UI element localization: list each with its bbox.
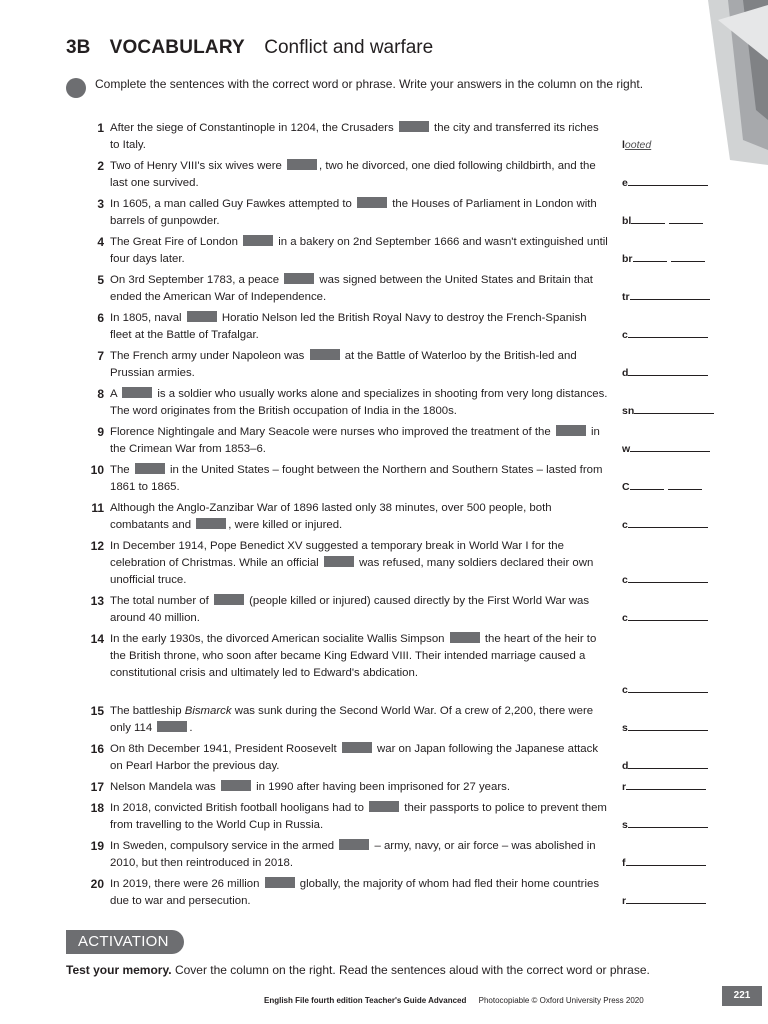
answer-field[interactable]: w [622, 441, 732, 458]
answer-field[interactable]: c [622, 572, 732, 589]
answer-field[interactable]: bl [622, 213, 732, 230]
page-number: 221 [722, 986, 762, 1006]
activation-label: ACTIVATION [78, 933, 169, 950]
question-number: 20 [90, 877, 104, 891]
activation-text [66, 963, 650, 977]
answer-field[interactable]: f [622, 855, 732, 872]
section-topic: Conflict and warfare [264, 37, 434, 58]
question-number: 18 [90, 801, 104, 815]
answer-gap [357, 197, 387, 208]
question-text: A is a soldier who usually works alone and specializes in shooting from very long distances. The word originates from the British occupation of India in the 1800s. [110, 388, 608, 417]
question-text: In 1805, naval Horatio Nelson led the British Royal Navy to destroy the French-Spanish fleet at the Battle of Trafalgar. [110, 312, 587, 341]
answer-gap [310, 349, 340, 360]
answer-gap [284, 273, 314, 284]
answer-field[interactable]: r [622, 893, 732, 910]
question-text: After the siege of Constantinople in 1204, the Crusaders the city and transferred its riches to Italy. [110, 122, 599, 151]
example-answer: ooted [624, 139, 652, 151]
question-text: In 2019, there were 26 million globally, the majority of whom had fled their home countries due to war and persecution. [110, 878, 600, 907]
answer-gap [243, 235, 273, 246]
question-text: Florence Nightingale and Mary Seacole were nurses who improved the treatment of the in the Crimean War from 1853–6. [110, 426, 600, 455]
answer-field[interactable]: s [622, 720, 732, 737]
instruction-bullet-icon [66, 78, 86, 98]
answer-field[interactable]: tr [622, 289, 732, 306]
question-number: 5 [97, 273, 104, 287]
question-text: In 1605, a man called Guy Fawkes attempted to the Houses of Parliament in London with barrels of gunpowder. [110, 198, 597, 227]
answer-gap [214, 594, 244, 605]
answer-gap [187, 311, 217, 322]
question-number: 15 [90, 704, 104, 718]
answer-field[interactable]: c [622, 682, 732, 699]
question-text: The total number of (people killed or injured) caused directly by the First World War was around 40 million. [110, 595, 590, 624]
question-number: 11 [91, 501, 104, 515]
question-number: 7 [97, 349, 104, 363]
answer-field[interactable]: r [622, 779, 732, 796]
section-name: VOCABULARY [109, 37, 245, 58]
answer-field[interactable]: d [622, 758, 732, 775]
question-text: In Sweden, compulsory service in the armed – army, navy, or air force – was abolished in 2010, but then reintroduced in 2018. [110, 840, 596, 869]
question-number: 13 [90, 594, 104, 608]
footer-copyright: Photocopiable © Oxford University Press 2020 [478, 996, 644, 1005]
answer-gap [339, 839, 369, 850]
question-text: On 8th December 1941, President Roosevelt war on Japan following the Japanese attack on Pearl Harbor the previous day. [110, 743, 599, 772]
answer-gap [324, 556, 354, 567]
instructions-text: Complete the sentences with the correct word or phrase. Write your answers in the column on the right. [95, 77, 644, 91]
answer-gap [122, 387, 152, 398]
question-number: 2 [97, 159, 104, 173]
answer-field[interactable]: looted [622, 139, 652, 151]
question-number: 14 [90, 632, 104, 646]
question-number: 3 [97, 197, 104, 211]
answer-gap [287, 159, 317, 170]
question-text: In December 1914, Pope Benedict XV suggested a temporary break in World War I for the celebration of Christmas. While an official was refused, many soldiers declared their own unofficial truce. [110, 540, 594, 586]
question-number: 6 [97, 311, 104, 325]
answer-gap [135, 463, 165, 474]
footer-book-title: English File fourth edition Teacher's Guide Advanced [264, 996, 467, 1005]
answer-gap [556, 425, 586, 436]
question-text: Although the Anglo-Zanzibar War of 1896 lasted only 38 minutes, over 500 people, both combatants and , were killed or injured. [110, 502, 552, 531]
question-number: 16 [90, 742, 104, 756]
question-text: Nelson Mandela was in 1990 after having been imprisoned for 27 years. [110, 781, 511, 793]
answer-gap [265, 877, 295, 888]
activation-body: Cover the column on the right. Read the sentences aloud with the correct word or phrase. [174, 963, 650, 977]
answer-field[interactable]: br [622, 251, 732, 268]
activation-tab [66, 930, 184, 954]
section-code: 3B [66, 37, 91, 58]
question-number: 17 [90, 780, 104, 794]
answer-field[interactable]: C [622, 479, 732, 496]
answer-gap [369, 801, 399, 812]
answer-field[interactable]: e [622, 175, 732, 192]
answer-gap [196, 518, 226, 529]
answer-field[interactable]: c [622, 517, 732, 534]
page-title [66, 37, 433, 59]
answer-gap [450, 632, 480, 643]
answer-gap [342, 742, 372, 753]
question-text: In 2018, convicted British football hooligans had to their passports to police to prevent them from travelling to the World Cup in Russia. [110, 802, 607, 831]
question-number: 8 [97, 387, 104, 401]
question-number: 10 [90, 463, 104, 477]
answer-gap [221, 780, 251, 791]
footer [264, 996, 644, 1005]
question-number: 1 [97, 121, 104, 135]
question-text: In the early 1930s, the divorced American socialite Wallis Simpson the heart of the heir to the British throne, who soon after became King Edward VIII. Their intended marriage caused a constitutional crisis and ultimately led to Edward's abdication. [110, 633, 597, 679]
answer-field[interactable]: sn [622, 403, 732, 420]
question-number: 9 [97, 425, 104, 439]
answer-field[interactable]: c [622, 610, 732, 627]
question-number: 12 [90, 539, 104, 553]
question-text: The Great Fire of London in a bakery on 2nd September 1666 and wasn't extinguished until four days later. [110, 236, 608, 265]
question-number: 4 [97, 235, 104, 249]
answer-field[interactable]: c [622, 327, 732, 344]
activation-lead: Test your memory. [66, 963, 172, 977]
question-text: Two of Henry VIII's six wives were , two he divorced, one died following childbirth, and the last one survived. [110, 160, 596, 189]
answer-gap [157, 721, 187, 732]
question-text: The French army under Napoleon was at the Battle of Waterloo by the British-led and Prussian armies. [110, 350, 577, 379]
question-text: On 3rd September 1783, a peace was signed between the United States and Britain that ended the American War of Independence. [110, 274, 593, 303]
question-text: The in the United States – fought between the Northern and Southern States – lasted from 1861 to 1865. [110, 464, 603, 493]
answer-gap [399, 121, 429, 132]
answer-field[interactable]: d [622, 365, 732, 382]
question-text: The battleship Bismarck was sunk during the Second World War. Of a crew of 2,200, there were only 114 . [110, 705, 594, 734]
answer-field[interactable]: s [622, 817, 732, 834]
question-number: 19 [90, 839, 104, 853]
